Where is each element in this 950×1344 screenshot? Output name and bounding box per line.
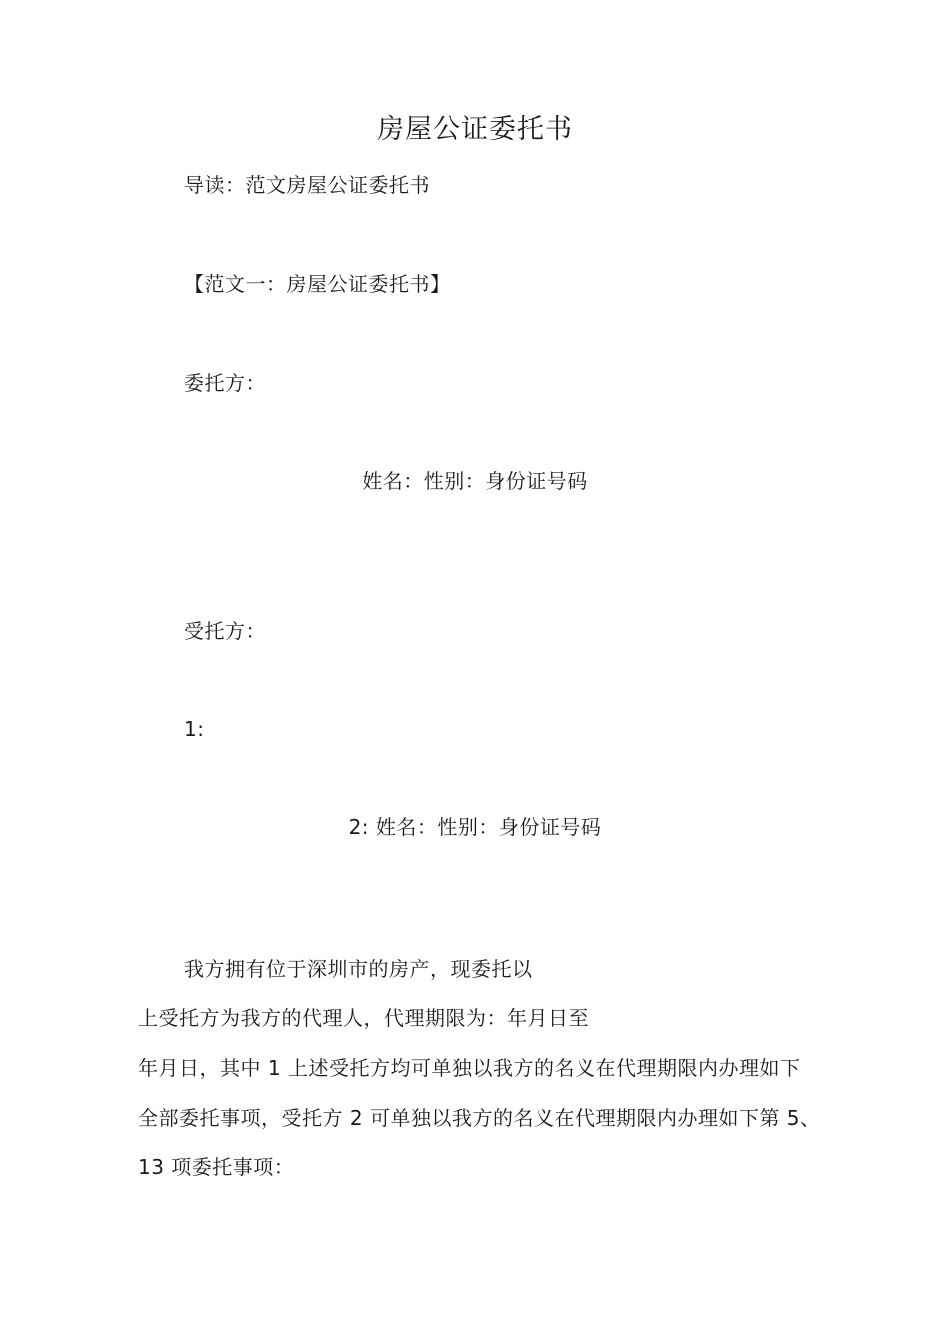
body-line: 全部委托事项，受托方 2 可单独以我方的名义在代理期限内办理如下第 5、 xyxy=(138,1106,821,1130)
body-line: 我方拥有位于深圳市的房产，现委托以 xyxy=(184,957,533,981)
intro-line: 导读：范文房屋公证委托书 xyxy=(184,173,430,197)
section-heading: 【范文一：房屋公证委托书】 xyxy=(184,272,451,296)
agent-item-2: 2: 姓名：性别：身份证号码 xyxy=(348,815,602,839)
body-line: 13 项委托事项： xyxy=(138,1155,295,1179)
principal-fields: 姓名：性别：身份证号码 xyxy=(362,469,588,493)
document-title: 房屋公证委托书 xyxy=(377,114,573,145)
principal-label: 委托方： xyxy=(184,371,266,395)
body-line: 上受托方为我方的代理人，代理期限为：年月日至 xyxy=(138,1006,589,1030)
agent-item-1: 1: xyxy=(184,717,205,741)
body-line: 年月日，其中 1 上述受托方均可单独以我方的名义在代理期限内办理如下 xyxy=(138,1056,801,1080)
agent-label: 受托方： xyxy=(184,619,266,643)
